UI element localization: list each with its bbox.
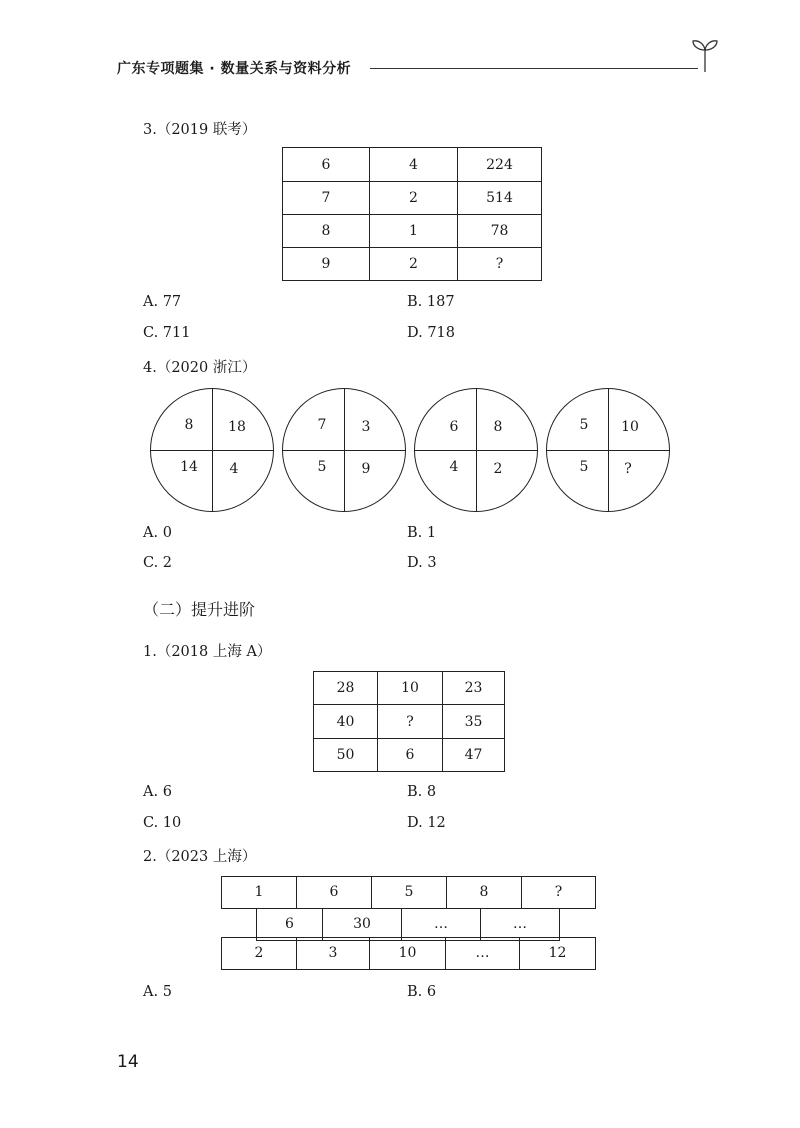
circle-number: 8 bbox=[184, 417, 194, 433]
table-cell: 514 bbox=[458, 182, 542, 215]
table-cell: 9 bbox=[283, 248, 370, 281]
circle-figure-1 bbox=[150, 388, 274, 512]
question-3-table bbox=[282, 147, 542, 281]
table-cell: 6 bbox=[283, 148, 370, 182]
brick-cell: … bbox=[480, 908, 560, 941]
table-cell: 50 bbox=[314, 739, 378, 772]
brick-cell: 6 bbox=[296, 876, 372, 909]
circle-number: 10 bbox=[621, 419, 639, 435]
brick-cell: 8 bbox=[446, 876, 522, 909]
brick-cell: 1 bbox=[221, 876, 297, 909]
option-b: B. 8 bbox=[407, 784, 437, 800]
table-cell: 6 bbox=[378, 739, 443, 772]
circle-number: 5 bbox=[579, 459, 589, 475]
table-cell: 10 bbox=[378, 672, 443, 705]
brick-cell: ? bbox=[521, 876, 596, 909]
brick-cell: … bbox=[401, 908, 481, 941]
circle-number: 5 bbox=[317, 459, 327, 475]
table-cell: 47 bbox=[443, 739, 505, 772]
brick-cell: 6 bbox=[256, 908, 323, 941]
circle-number: 2 bbox=[493, 461, 503, 477]
page-number: 14 bbox=[117, 1052, 139, 1072]
circle-number: 6 bbox=[449, 419, 459, 435]
circle-figure-3 bbox=[414, 388, 538, 512]
circle-figure-2 bbox=[282, 388, 406, 512]
table-cell: ? bbox=[458, 248, 542, 281]
option-a: A. 6 bbox=[143, 784, 172, 800]
option-d: D. 718 bbox=[407, 325, 456, 341]
circle-number: 5 bbox=[579, 417, 589, 433]
circle-figure-4 bbox=[546, 388, 670, 512]
option-c: C. 10 bbox=[143, 815, 182, 831]
brick-cell: 5 bbox=[371, 876, 447, 909]
circle-number: 9 bbox=[361, 461, 371, 477]
question-4-title: 4.（2020 浙江） bbox=[143, 360, 257, 376]
circle-number: 4 bbox=[229, 461, 239, 477]
table-cell: 224 bbox=[458, 148, 542, 182]
brick-cell: 3 bbox=[296, 937, 370, 970]
option-a: A. 5 bbox=[143, 984, 172, 1000]
problem-1-title: 1.（2018 上海 A） bbox=[143, 644, 272, 660]
table-cell: 23 bbox=[443, 672, 505, 705]
brick-cell: 30 bbox=[322, 908, 402, 941]
table-cell: 1 bbox=[370, 215, 458, 248]
running-header: 广东专项题集 · 数量关系与资料分析 bbox=[117, 61, 352, 77]
table-cell: 35 bbox=[443, 705, 505, 739]
section-heading: （二）提升进阶 bbox=[143, 600, 256, 619]
question-3-title: 3.（2019 联考） bbox=[143, 122, 257, 138]
option-b: B. 1 bbox=[407, 525, 437, 541]
circle-number: 8 bbox=[493, 419, 503, 435]
problem-2-title: 2.（2023 上海） bbox=[143, 849, 257, 865]
option-b: B. 187 bbox=[407, 294, 455, 310]
brick-cell: 12 bbox=[519, 937, 596, 970]
table-cell: 28 bbox=[314, 672, 378, 705]
table-cell: 78 bbox=[458, 215, 542, 248]
table-cell: 2 bbox=[370, 182, 458, 215]
circle-number: 7 bbox=[317, 417, 327, 433]
option-c: C. 711 bbox=[143, 325, 191, 341]
option-a: A. 77 bbox=[143, 294, 182, 310]
circle-number: 14 bbox=[180, 459, 198, 475]
header-rule bbox=[370, 68, 698, 69]
option-c: C. 2 bbox=[143, 555, 173, 571]
option-d: D. 12 bbox=[407, 815, 446, 831]
circle-number: ? bbox=[624, 461, 632, 477]
circle-number: 4 bbox=[449, 459, 459, 475]
option-b: B. 6 bbox=[407, 984, 437, 1000]
table-cell: ? bbox=[378, 705, 443, 739]
table-cell: 40 bbox=[314, 705, 378, 739]
brick-cell: 2 bbox=[221, 937, 297, 970]
brick-cell: … bbox=[445, 937, 520, 970]
option-d: D. 3 bbox=[407, 555, 437, 571]
table-cell: 4 bbox=[370, 148, 458, 182]
brick-cell: 10 bbox=[369, 937, 446, 970]
circle-number: 3 bbox=[361, 419, 371, 435]
sprout-icon bbox=[690, 36, 720, 72]
problem-1-table bbox=[313, 671, 505, 772]
table-cell: 2 bbox=[370, 248, 458, 281]
circle-number: 18 bbox=[228, 419, 246, 435]
table-cell: 7 bbox=[283, 182, 370, 215]
table-cell: 8 bbox=[283, 215, 370, 248]
option-a: A. 0 bbox=[143, 525, 172, 541]
